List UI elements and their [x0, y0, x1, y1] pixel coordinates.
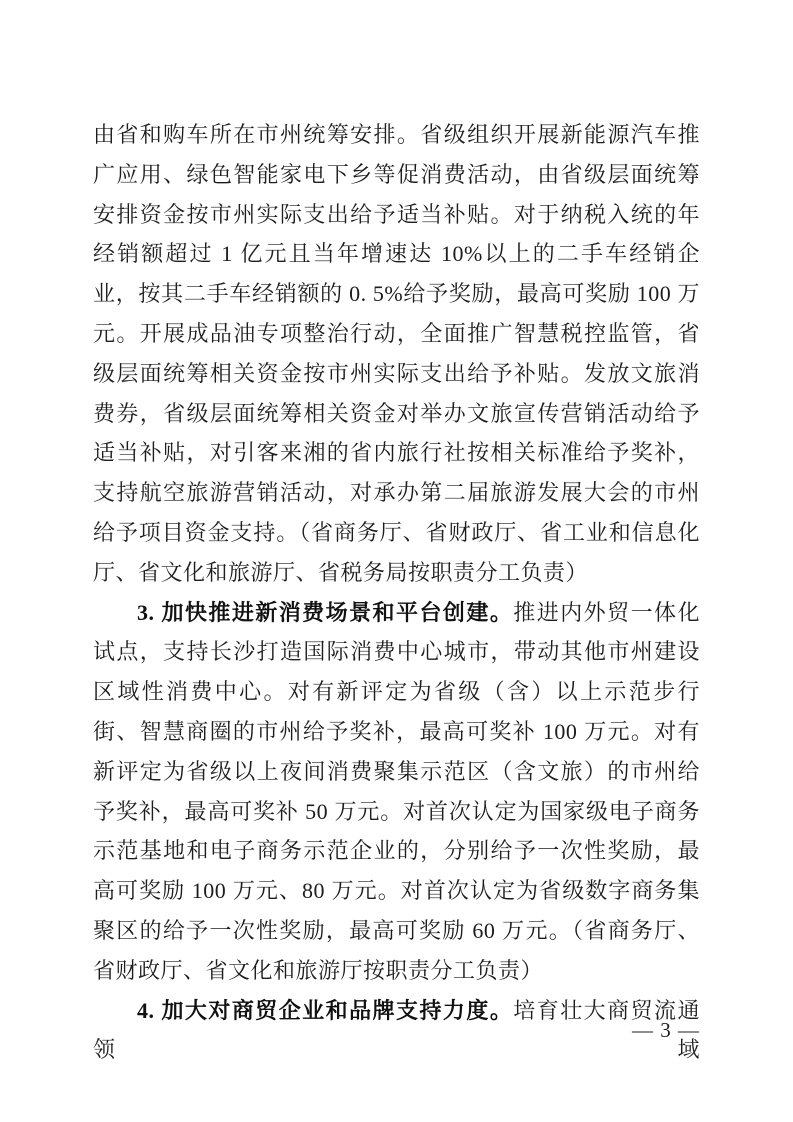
paragraph-item-3: [93, 593, 700, 991]
paragraph-body-text: 推进内外贸一体化试点，支持长沙打造国际消费中心城市，带动其他市州建设区域性消费中心。对有新评定为省级（含）以上示范步行街、智慧商圈的市州给予奖补，最高可奖补 100 万元。对有新评定为省级以上夜间消费聚集示范区（含文旅）的市州给予奖补，最高可奖补 50 万元。对首次认定为国家级电子商务示范基地和电子商务示范企业的，分别给予一次性奖励，最高可奖励 100 万元、80 万元。对首次认定为省级数字商务集聚区的给予一次性奖励，最高可奖励 60 万元。（省商务厅、省财政厅、省文化和旅游厅按职责分工负责）: [93, 599, 700, 983]
paragraph-continuation: [93, 115, 700, 593]
paragraph-lead-bold: 3. 加快推进新消费场景和平台创建。: [137, 599, 514, 625]
paragraph-body-text: 由省和购车所在市州统筹安排。省级组织开展新能源汽车推广应用、绿色智能家电下乡等促消费活动，由省级层面统筹安排资金按市州实际支出给予适当补贴。对于纳税入统的年经销额超过 1 亿元且当年增速达 10%以上的二手车经销企业，按其二手车经销额的 0. 5%给予奖励，最高可奖励 100 万元。开展成品油专项整治行动，全面推广智慧税控监管，省级层面统筹相关资金按市州实际支出给予补贴。发放文旅消费券，省级层面统筹相关资金对举办文旅宣传营销活动给予适当补贴，对引客来湘的省内旅行社按相关标准给予奖补，支持航空旅游营销活动，对承办第二届旅游发展大会的市州给予项目资金支持。（省商务厅、省财政厅、省工业和信息化厅、省文化和旅游厅、省税务局按职责分工负责）: [93, 122, 700, 585]
page-number: — 3 —: [632, 1018, 700, 1042]
document-body: [93, 115, 700, 1070]
paragraph-item-4: [93, 991, 700, 1071]
paragraph-lead-bold: 4. 加大对商贸企业和品牌支持力度。: [137, 997, 514, 1023]
paragraph-body-text: 培育壮大商贸流通领域: [93, 997, 700, 1063]
